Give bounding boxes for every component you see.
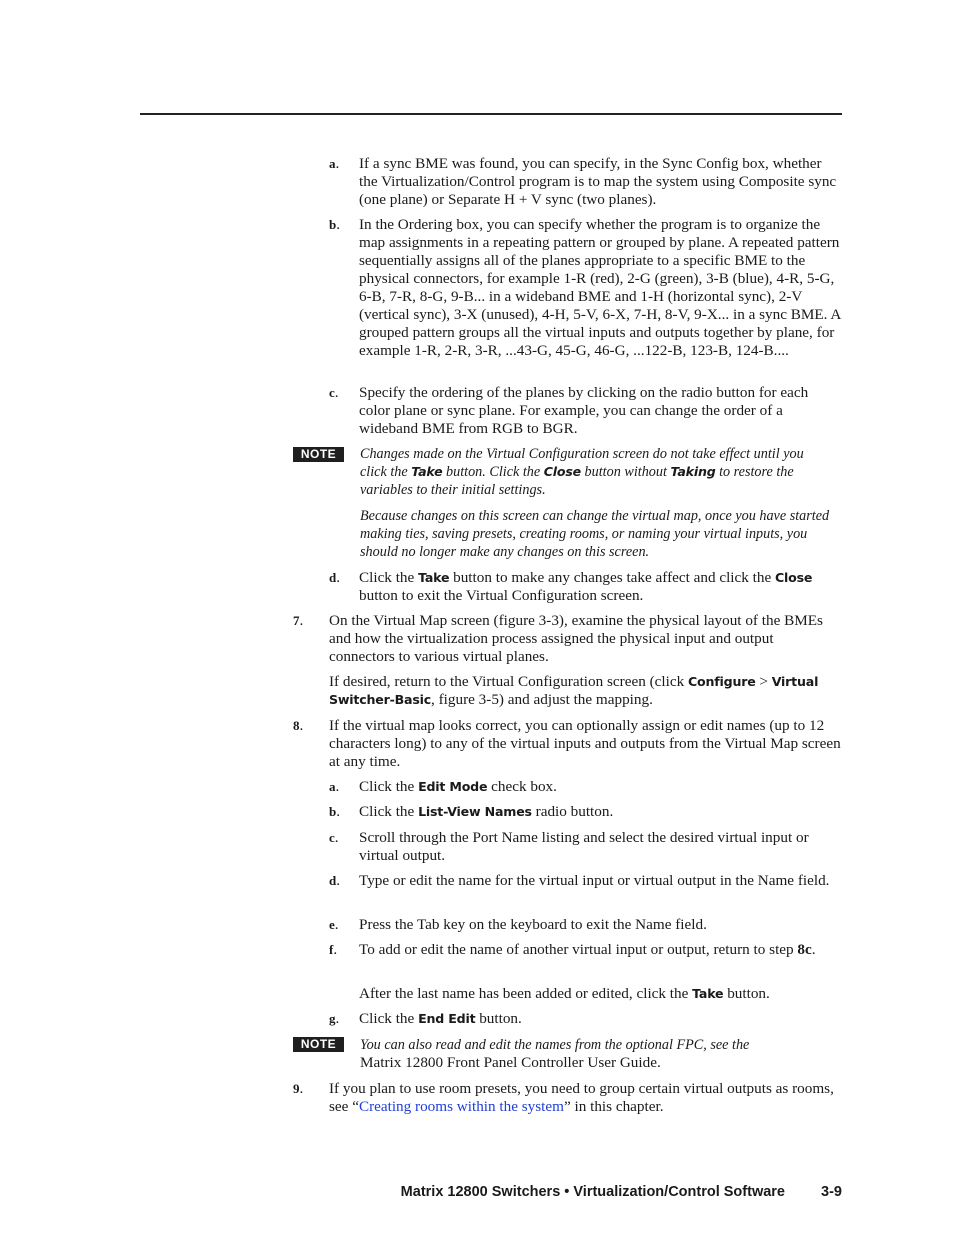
step-text: Type or edit the name for the virtual input or virtual output in the Name field. <box>359 872 830 889</box>
note-badge: NOTE <box>293 1037 344 1052</box>
step-text: In the Ordering box, you can specify whether the program is to organize the map assignments in a repeating pattern or grouped by plane. A repeated pattern sequentially assigns all of the planes appropriate to a specific BME to the physical connectors, for example 1-R (red), 2-G (green), 3-B (blue), 4-R, 5-G, 6-B, 7-R, 8-G, 9-B... in a wideband BME and 1-H (horizontal sync), 2-V (vertical sync), 3-X (unused), 4-H, 5-V, 6-X, 7-H, 8-V, 9-X... in a sync BME. A grouped pattern groups all the virtual inputs and outputs together by plane, for example 1-R, 2-R, 3-R, ...43-G, 45-G, 46-G, ...122-B, 123-B, 124-B.... <box>359 216 841 359</box>
step-marker: c. <box>329 384 339 401</box>
step-text: Press the Tab key on the keyboard to exit the Name field. <box>359 916 707 933</box>
step-text: Click the End Edit button. <box>359 1010 522 1027</box>
step-text: Specify the ordering of the planes by clicking on the radio button for each color plane or sync plane. For example, you can change the order of a wideband BME from RGB to BGR. <box>359 384 809 437</box>
step-marker: e. <box>329 916 339 933</box>
step-text: If the virtual map looks correct, you can optionally assign or edit names (up to 12 characters long) to any of the virtual inputs and outputs from the Virtual Map screen at any time. <box>329 717 841 770</box>
page-number: 3-9 <box>821 1184 842 1200</box>
step-text: After the last name has been added or edited, click the Take button. <box>359 985 770 1002</box>
link-creating-rooms[interactable]: Creating rooms within the system <box>358 1098 564 1115</box>
step-text: If a sync BME was found, you can specify, in the Sync Config box, whether the Virtualization/Control program is to map the system using Composite sync (one plane) or Separate H + V sync (two planes). <box>359 155 837 208</box>
step-marker: a. <box>329 778 340 795</box>
step-marker: a. <box>329 155 340 172</box>
note-text: Because changes on this screen can change the virtual map, once you have started making ties, saving presets, creating rooms, or naming your virtual inputs, you should no longer make any changes on this screen. <box>360 508 830 560</box>
step-marker: 9. <box>293 1080 304 1097</box>
step-text: Scroll through the Port Name listing and select the desired virtual input or virtual output. <box>359 829 809 864</box>
step-text: If desired, return to the Virtual Configuration screen (click Configure > Virtual Switcher-Basic, figure 3-5) and adjust the mapping. <box>329 673 819 708</box>
step-marker: b. <box>329 216 341 233</box>
step-marker: f. <box>329 941 338 958</box>
step-marker: g. <box>329 1010 340 1027</box>
step-text: Click the Edit Mode check box. <box>359 778 557 795</box>
step-marker: b. <box>329 803 341 820</box>
note-text: Changes made on the Virtual Configuration screen do not take effect until you click the Take button. Click the Close button without Taking to restore the variables to their initial settings. <box>360 446 804 498</box>
step-marker: d. <box>329 872 341 889</box>
note-badge: NOTE <box>293 447 344 462</box>
step-marker: d. <box>329 569 341 586</box>
note-text: You can also read and edit the names from the optional FPC, see the Matrix 12800 Front Panel Controller User Guide. <box>360 1037 750 1071</box>
step-text: If you plan to use room presets, you need to group certain virtual outputs as rooms, see “Creating rooms within the system” in this chapter. <box>329 1080 834 1115</box>
footer-title: Matrix 12800 Switchers • Virtualization/Control Software <box>400 1184 785 1200</box>
step-text: On the Virtual Map screen (figure 3-3), examine the physical layout of the BMEs and how the virtualization process assigned the physical input and output connectors to various virtual planes. <box>329 612 823 665</box>
header-rule <box>140 113 842 115</box>
step-text: Click the Take button to make any changes take affect and click the Close button to exit the Virtual Configuration screen. <box>359 569 813 604</box>
step-text: To add or edit the name of another virtual input or output, return to step 8c. <box>359 941 816 958</box>
step-marker: 7. <box>293 612 304 629</box>
step-text: Click the List-View Names radio button. <box>359 803 614 820</box>
step-marker: 8. <box>293 717 304 734</box>
step-marker: c. <box>329 829 339 846</box>
